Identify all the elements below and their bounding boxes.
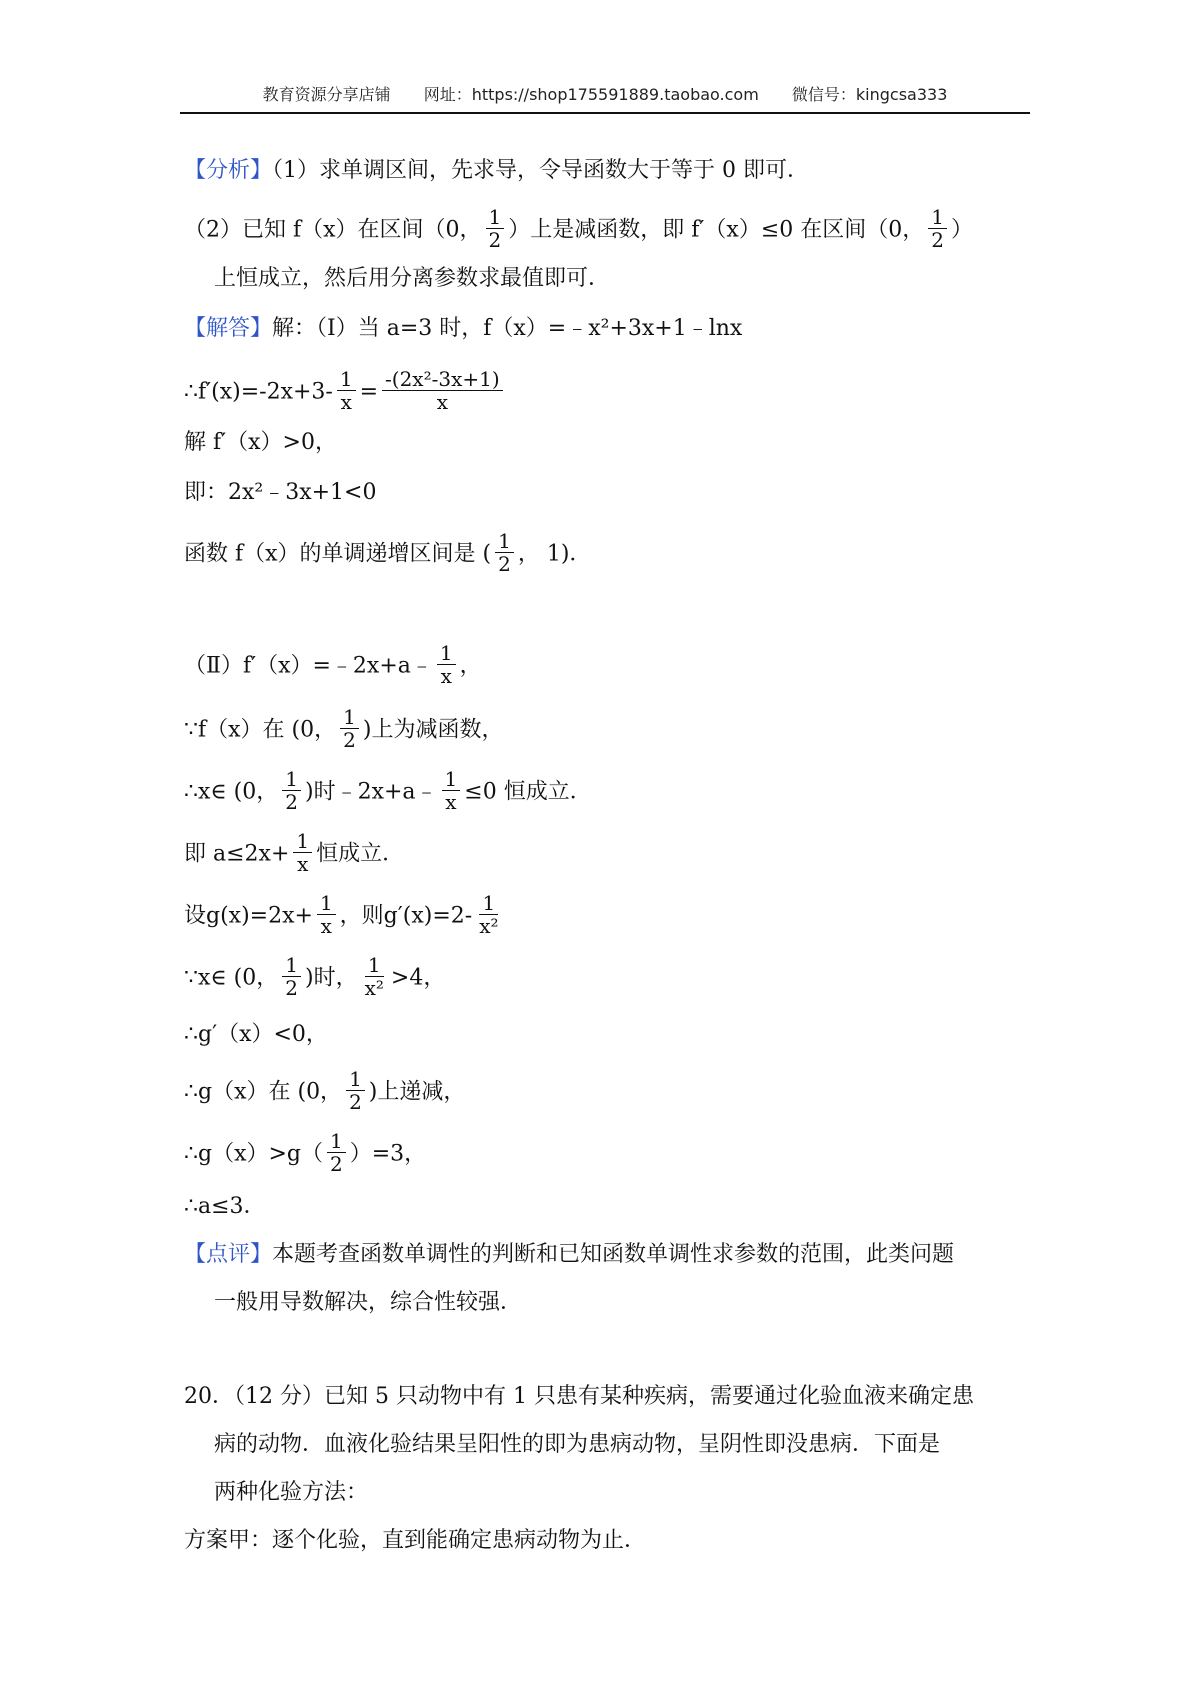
fraction-1-over-x-squared: $\frac{1}{\text{x²}}$ xyxy=(479,891,499,938)
part2-line-3: ∴x∈ (0， $\frac{1}{2}$ )时﹣2x+a﹣ $\frac{1}{x}$ ≤0 恒成立． xyxy=(184,767,592,814)
comment-line-1: 【点评】本题考查函数单调性的判断和已知函数单调性求参数的范围，此类问题 xyxy=(184,1242,955,1267)
solution-line-5: 函数 f（x）的单调递增区间是 ( $\frac{1}{2}$ ， 1)． xyxy=(184,529,592,576)
fraction-half: $\frac{1}{2}$ xyxy=(346,1068,365,1113)
part2-line-2: ∵f（x）在 (0， $\frac{1}{2}$ )上为减函数， xyxy=(184,705,504,752)
comment-line-2: 一般用导数解决，综合性较强． xyxy=(214,1290,523,1315)
fraction-1-over-x: $\frac{1}{x}$ xyxy=(437,642,456,687)
derivative-line: ∴f′(x)=-2x+3- $\frac{1}{x}$ = $\frac{\text{-(2x²-3x+1)}}{x}$ xyxy=(184,370,507,415)
analysis-tag: 【分析】 xyxy=(184,158,273,183)
fraction-half: $\frac{1}{2}$ xyxy=(495,530,514,575)
fraction-1-over-x-squared: $\frac{1}{\text{x²}}$ xyxy=(364,953,384,1000)
part2-line-4: 即 a≤2x+ $\frac{1}{x}$ 恒成立． xyxy=(184,829,405,876)
solution-line-3: 解 f′（x）>0， xyxy=(184,430,337,455)
shop-name: 教育资源分享店铺 xyxy=(262,85,391,104)
fraction-1-over-x: $\frac{1}{x}$ xyxy=(337,368,356,413)
part2-line-8: ∴g（x）在 (0， $\frac{1}{2}$ )上递减， xyxy=(184,1067,466,1114)
analysis-line-1: 【分析】（1）求单调区间，先求导，令导函数大于等于 0 即可． xyxy=(184,158,809,183)
part2-line-6: ∵x∈ (0， $\frac{1}{2}$ )时， $\frac{1}{\text{x²}}$ >4， xyxy=(184,953,446,1000)
problem20-line-1: 20．（12 分）已知 5 只动物中有 1 只患有某种疾病，需要通过化验血液来确定患 xyxy=(184,1384,974,1409)
fraction-derivative: $\frac{\text{-(2x²-3x+1)}}{x}$ xyxy=(382,368,503,413)
solution-line-4: 即：2x²﹣3x+1<0 xyxy=(184,480,377,505)
fraction-1-over-x: $\frac{1}{x}$ xyxy=(317,892,336,937)
page-header xyxy=(180,82,1030,105)
fraction-1-over-x: $\frac{1}{x}$ xyxy=(442,768,461,813)
part2-line-5: 设g(x)=2x+ $\frac{1}{x}$ ，则g′(x)=2- $\frac{1}{\text{x²}}$ xyxy=(184,894,506,939)
analysis-line-2: （2）已知 f（x）在区间（0， $\frac{1}{2}$ ）上是减函数，即 f′（x）≤0 在区间（0， $\frac{1}{2}$ ） xyxy=(184,205,973,252)
solution-line-1: 【解答】解：（Ⅰ）当 a=3 时，f（x）=﹣x²+3x+1﹣lnx xyxy=(184,316,743,341)
header-rule xyxy=(180,112,1030,114)
shop-url: 网址：https://shop175591889.taobao.com xyxy=(423,85,759,104)
problem20-line-3: 两种化验方法： xyxy=(214,1480,369,1505)
fraction-half: $\frac{1}{2}$ xyxy=(282,768,301,813)
fraction-1-over-x: $\frac{1}{x}$ xyxy=(293,830,312,875)
fraction-half: $\frac{1}{2}$ xyxy=(340,706,359,751)
fraction-half: $\frac{1}{2}$ xyxy=(282,954,301,999)
part2-line-1: （Ⅱ）f′（x）=﹣2x+a﹣ $\frac{1}{x}$ ， xyxy=(184,641,482,688)
comment-tag: 【点评】 xyxy=(184,1242,273,1267)
problem20-line-2: 病的动物．血液化验结果呈阳性的即为患病动物，呈阴性即没患病．下面是 xyxy=(214,1432,941,1457)
wechat-id: 微信号：kingcsa333 xyxy=(791,85,948,104)
problem20-line-4: 方案甲：逐个化验，直到能确定患病动物为止． xyxy=(184,1528,647,1553)
part2-line-10: ∴a≤3． xyxy=(184,1194,266,1219)
analysis-line-3: 上恒成立，然后用分离参数求最值即可． xyxy=(214,266,611,291)
fraction-half: $\frac{1}{2}$ xyxy=(327,1130,346,1175)
solution-tag: 【解答】 xyxy=(184,316,273,341)
fraction-half: $\frac{1}{2}$ xyxy=(928,206,947,251)
fraction-half: $\frac{1}{2}$ xyxy=(486,206,505,251)
part2-line-7: ∴g′（x）<0， xyxy=(184,1022,328,1047)
part2-line-9: ∴g（x）>g（ $\frac{1}{2}$ ）=3， xyxy=(184,1129,427,1176)
